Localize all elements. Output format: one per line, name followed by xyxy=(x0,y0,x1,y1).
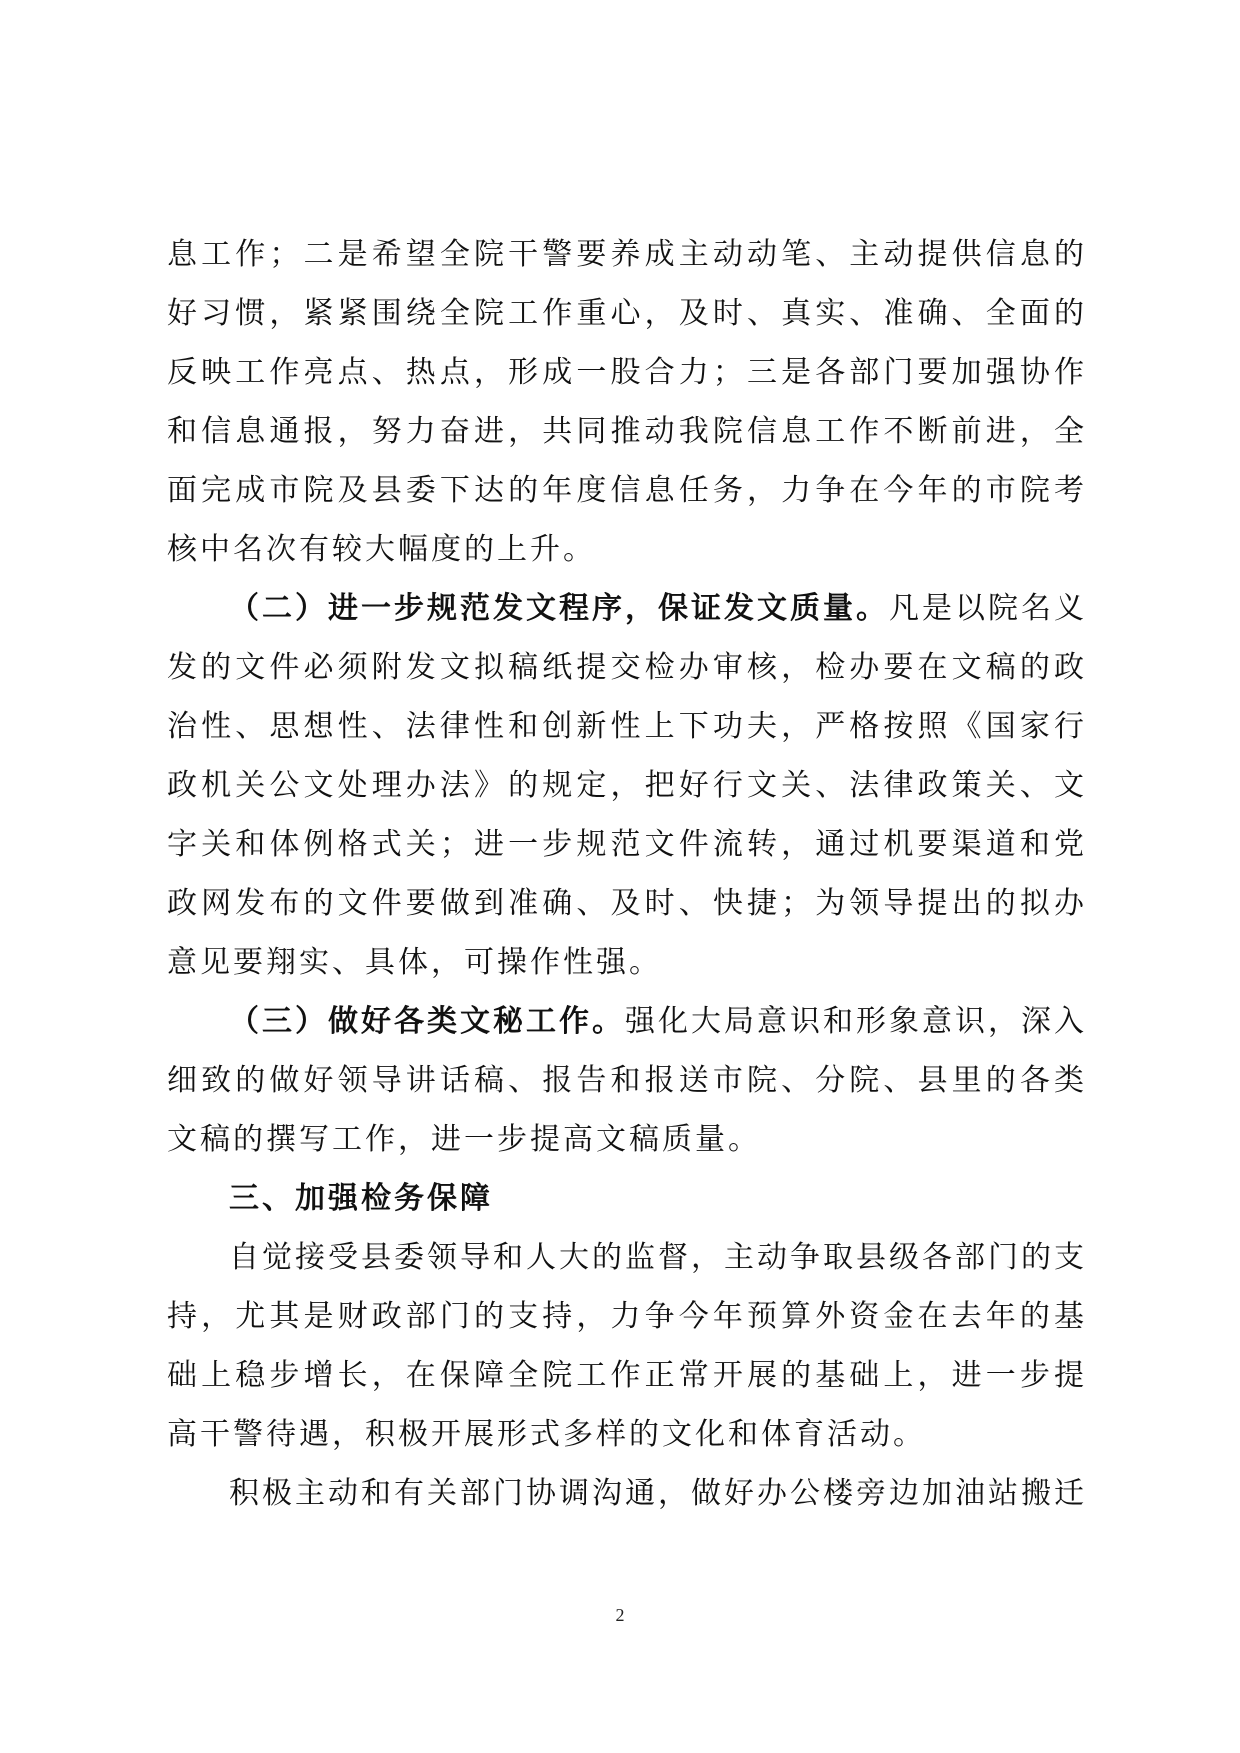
section-3-heading: 三、加强检务保障 xyxy=(229,1181,493,1216)
item-3-heading: （三）做好各类文秘工作。 xyxy=(229,1004,625,1039)
item-3-text: 强化大局意识和形象意识，深入细致的做好领导讲话稿、报告和报送市院、分院、县里的各类文稿的撰写工作，进一步提高文稿质量。 xyxy=(167,1004,1087,1157)
item-2-paragraph xyxy=(167,579,1087,992)
continuation-paragraph: 息工作；二是希望全院干警要养成主动动笔、主动提供信息的好习惯，紧紧围绕全院工作重心，及时、真实、准确、全面的反映工作亮点、热点，形成一股合力；三是各部门要加强协作和信息通报，努力奋进，共同推动我院信息工作不断前进，全面完成市院及县委下达的年度信息任务，力争在今年的市院考核中名次有较大幅度的上升。 xyxy=(167,237,1087,567)
document-body xyxy=(167,225,1087,1523)
item-2-text: 凡是以院名义发的文件必须附发文拟稿纸提交检办审核，检办要在文稿的政治性、思想性、法律性和创新性上下功夫，严格按照《国家行政机关公文处理办法》的规定，把好行文关、法律政策关、文字关和体例格式关；进一步规范文件流转，通过机要渠道和党政网发布的文件要做到准确、及时、快捷；为领导提出的拟办意见要翔实、具体，可操作性强。 xyxy=(167,591,1087,980)
item-2-heading: （二）进一步规范发文程序，保证发文质量。 xyxy=(229,591,889,626)
item-3-paragraph xyxy=(167,992,1087,1169)
section-3-paragraph-1: 自觉接受县委领导和人大的监督，主动争取县级各部门的支持，尤其是财政部门的支持，力争今年预算外资金在去年的基础上稳步增长，在保障全院工作正常开展的基础上，进一步提高干警待遇，积极开展形式多样的文化和体育活动。 xyxy=(167,1240,1087,1452)
section-3-paragraph-2: 积极主动和有关部门协调沟通，做好办公楼旁边加油站搬迁 xyxy=(229,1476,1087,1511)
page-number: 2 xyxy=(615,1605,625,1625)
